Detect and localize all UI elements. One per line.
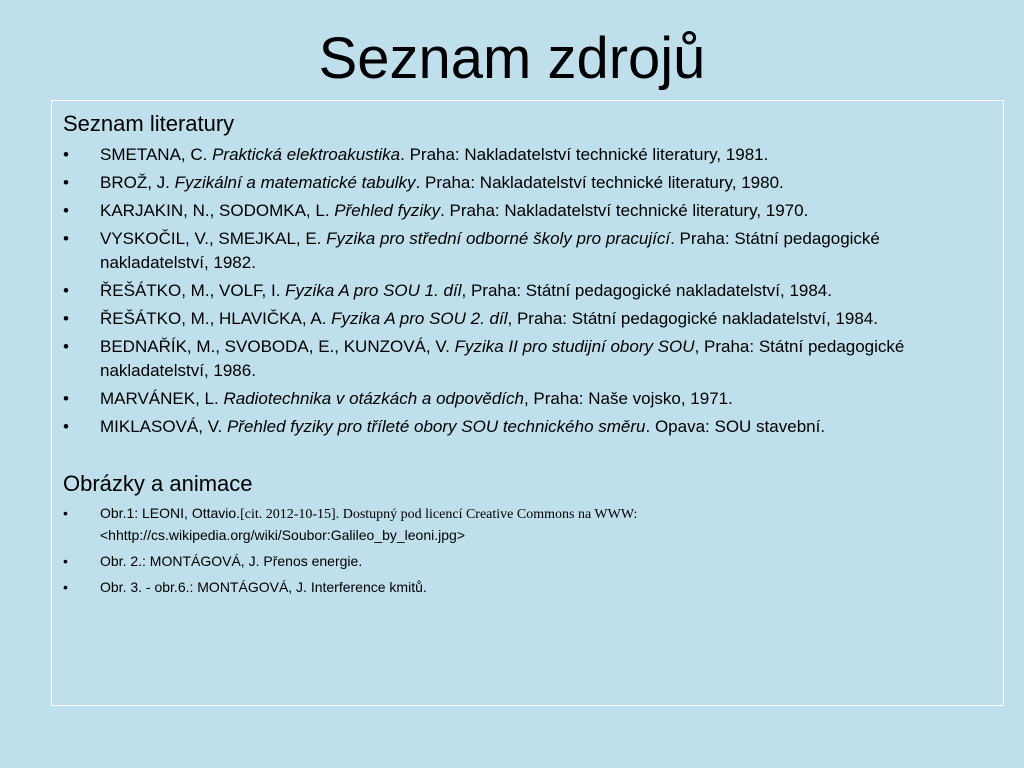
image-source-item: [52, 503, 992, 546]
image-source-citation: [cit. 2012-10-15]. Dostupný pod licencí Creative Commons na WWW:: [240, 507, 638, 522]
reference-author: VYSKOČIL, V., SMEJKAL, E.: [100, 229, 327, 248]
reference-title: Fyzika II pro studijní obory SOU: [454, 337, 695, 356]
reference-title: Fyzika A pro SOU 2. díl: [331, 309, 508, 328]
reference-publisher: , Praha: Státní pedagogické nakladatelství, 1984.: [461, 281, 832, 300]
literature-item: [52, 307, 992, 331]
reference-author: BROŽ, J.: [100, 173, 175, 192]
slide-title: Seznam zdrojů: [318, 26, 706, 91]
bullet: •: [63, 229, 69, 248]
literature-item: [52, 415, 992, 439]
bullet: •: [63, 201, 69, 220]
reference-title: Radiotechnika v otázkách a odpovědích: [223, 389, 524, 408]
image-source-text: Obr. 3. - obr.6.: MONTÁGOVÁ, J. Interference kmitů.: [100, 579, 427, 595]
bullet: •: [63, 579, 68, 595]
reference-title: Fyzikální a matematické tabulky: [174, 173, 416, 192]
reference-publisher: . Praha: Nakladatelství technické literatury, 1970.: [440, 201, 809, 220]
reference-title: Fyzika A pro SOU 1. díl: [285, 281, 462, 300]
literature-item: [52, 171, 992, 195]
reference-publisher: . Opava: SOU stavební.: [645, 417, 826, 436]
literature-item: [52, 335, 992, 383]
reference-publisher: , Praha: Naše vojsko, 1971.: [523, 389, 733, 408]
bullet: •: [63, 389, 69, 408]
reference-author: KARJAKIN, N., SODOMKA, L.: [100, 201, 335, 220]
reference-author: ŘEŠÁTKO, M., VOLF, I.: [100, 281, 286, 300]
reference-author: SMETANA, C.: [100, 145, 213, 164]
literature-item: [52, 227, 992, 275]
bullet: •: [63, 417, 69, 436]
image-source-prefix: Obr.1: LEONI, Ottavio.: [100, 505, 241, 521]
image-source-item: [52, 577, 992, 598]
reference-publisher: , Praha: Státní pedagogické nakladatelství, 1986.: [100, 337, 905, 380]
reference-publisher: . Praha: Nakladatelství technické literatury, 1980.: [415, 173, 784, 192]
literature-heading: Seznam literatury: [63, 111, 235, 136]
reference-author: MIKLASOVÁ, V.: [100, 417, 227, 436]
reference-author: BEDNAŘÍK, M., SVOBODA, E., KUNZOVÁ, V.: [100, 337, 455, 356]
reference-title: Praktická elektroakustika: [212, 145, 401, 164]
image-source-item: [52, 551, 992, 572]
reference-author: MARVÁNEK, L.: [100, 389, 224, 408]
literature-item: [52, 143, 992, 167]
literature-item: [52, 279, 992, 303]
bullet: •: [63, 281, 69, 300]
literature-item: [52, 199, 992, 223]
bullet: •: [63, 145, 69, 164]
image-source-text: Obr. 2.: MONTÁGOVÁ, J. Přenos energie.: [100, 553, 363, 569]
image-source-url: <hhttp://cs.wikipedia.org/wiki/Soubor:Galileo_by_leoni.jpg>: [100, 527, 465, 543]
bullet: •: [63, 337, 69, 356]
reference-title: Přehled fyziky pro tříleté obory SOU technického směru: [226, 417, 646, 436]
reference-publisher: . Praha: Nakladatelství technické literatury, 1981.: [400, 145, 769, 164]
bullet: •: [63, 173, 69, 192]
reference-title: Fyzika pro střední odborné školy pro pracující: [326, 229, 671, 248]
images-heading: Obrázky a animace: [63, 471, 253, 496]
content-box: [51, 100, 1004, 706]
reference-author: ŘEŠÁTKO, M., HLAVIČKA, A.: [100, 309, 332, 328]
reference-publisher: . Praha: Státní pedagogické nakladatelství, 1982.: [100, 229, 880, 272]
bullet: •: [63, 505, 68, 521]
reference-title: Přehled fyziky: [334, 201, 441, 220]
bullet: •: [63, 309, 69, 328]
literature-list: [52, 143, 992, 443]
bullet: •: [63, 553, 68, 569]
literature-item: [52, 387, 992, 411]
reference-publisher: , Praha: Státní pedagogické nakladatelství, 1984.: [507, 309, 878, 328]
images-list: [52, 503, 992, 603]
